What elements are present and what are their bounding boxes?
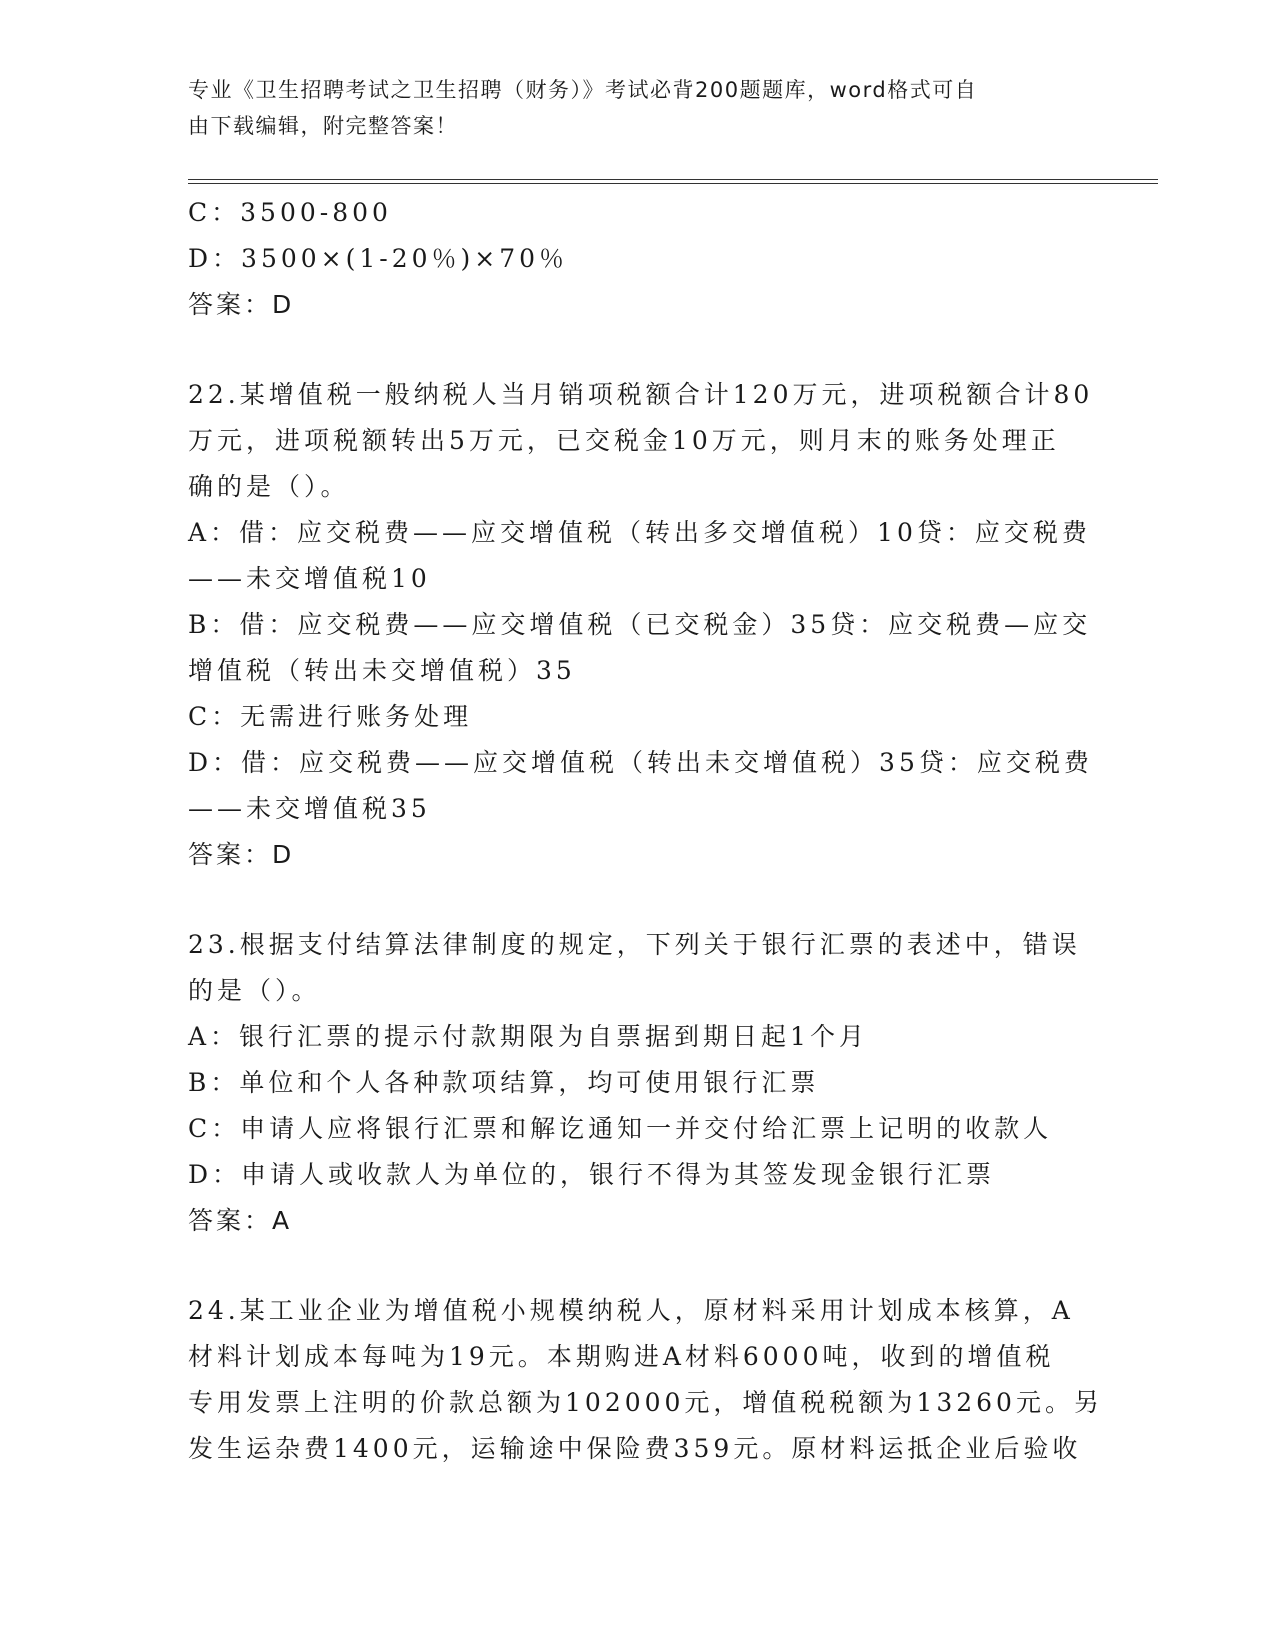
option-a: A：借：应交税费——应交增值税（转出多交增值税）10贷：应交税费: [188, 518, 1091, 547]
question-stem-line: 24.某工业企业为增值税小规模纳税人，原材料采用计划成本核算，A: [188, 1296, 1074, 1325]
option-d-continued: ——未交增值税35: [188, 794, 431, 823]
question-spacer: [188, 878, 1088, 922]
question-stem-line: 材料计划成本每吨为19元。本期购进A材料6000吨，收到的增值税: [188, 1342, 1055, 1371]
question-23: [188, 922, 1088, 1244]
question-spacer: [188, 1244, 1088, 1288]
document-body: [188, 190, 1103, 1472]
question-stem-line: 专用发票上注明的价款总额为102000元，增值税税额为13260元。另: [188, 1388, 1103, 1417]
question-stem-line: 22.某增值税一般纳税人当月销项税额合计120万元，进项税额合计80: [188, 380, 1094, 409]
question-stem-line: 万元，进项税额转出5万元，已交税金10万元，则月末的账务处理正: [188, 426, 1060, 455]
question-24: [188, 1288, 1103, 1472]
option-c: C：无需进行账务处理: [188, 702, 473, 731]
option-a: A：银行汇票的提示付款期限为自票据到期日起1个月: [188, 1022, 868, 1051]
question-spacer: [188, 328, 1088, 372]
question-stem-line: 23.根据支付结算法律制度的规定，下列关于银行汇票的表述中，错误: [188, 930, 1081, 959]
option-d: D：借：应交税费——应交增值税（转出未交增值税）35贷：应交税费: [188, 748, 1093, 777]
option-b: B：单位和个人各种款项结算，均可使用银行汇票: [188, 1068, 820, 1097]
header-divider-bottom: [188, 183, 1158, 184]
header-divider-top: [188, 179, 1158, 180]
header-line-2: 由下载编辑，附完整答案！: [188, 114, 458, 138]
option-b-continued: 增值税（转出未交增值税）35: [188, 656, 576, 685]
option-d: D：申请人或收款人为单位的，银行不得为其签发现金银行汇票: [188, 1160, 996, 1189]
answer-line: 答案：D: [188, 290, 295, 319]
header-line-1: 专业《卫生招聘考试之卫生招聘（财务）》考试必背200题题库，word格式可自: [188, 78, 978, 102]
question-stem-line: 发生运杂费1400元，运输途中保险费359元。原材料运抵企业后验收: [188, 1434, 1082, 1463]
document-header: [188, 72, 1068, 144]
answer-line: 答案：A: [188, 1206, 293, 1235]
question-22: [188, 372, 1094, 878]
option-c: C：申请人应将银行汇票和解讫通知一并交付给汇票上记明的收款人: [188, 1114, 1053, 1143]
option-c: C：3500-800: [188, 198, 392, 227]
answer-line: 答案：D: [188, 840, 295, 869]
option-a-continued: ——未交增值税10: [188, 564, 431, 593]
option-b: B：借：应交税费——应交增值税（已交税金）35贷：应交税费—应交: [188, 610, 1092, 639]
question-21-tail: [188, 190, 1088, 328]
option-d: D：3500×(1-20％)×70％: [188, 244, 569, 273]
question-stem-line: 确的是（）。: [188, 472, 350, 501]
question-stem-line: 的是（）。: [188, 976, 321, 1005]
